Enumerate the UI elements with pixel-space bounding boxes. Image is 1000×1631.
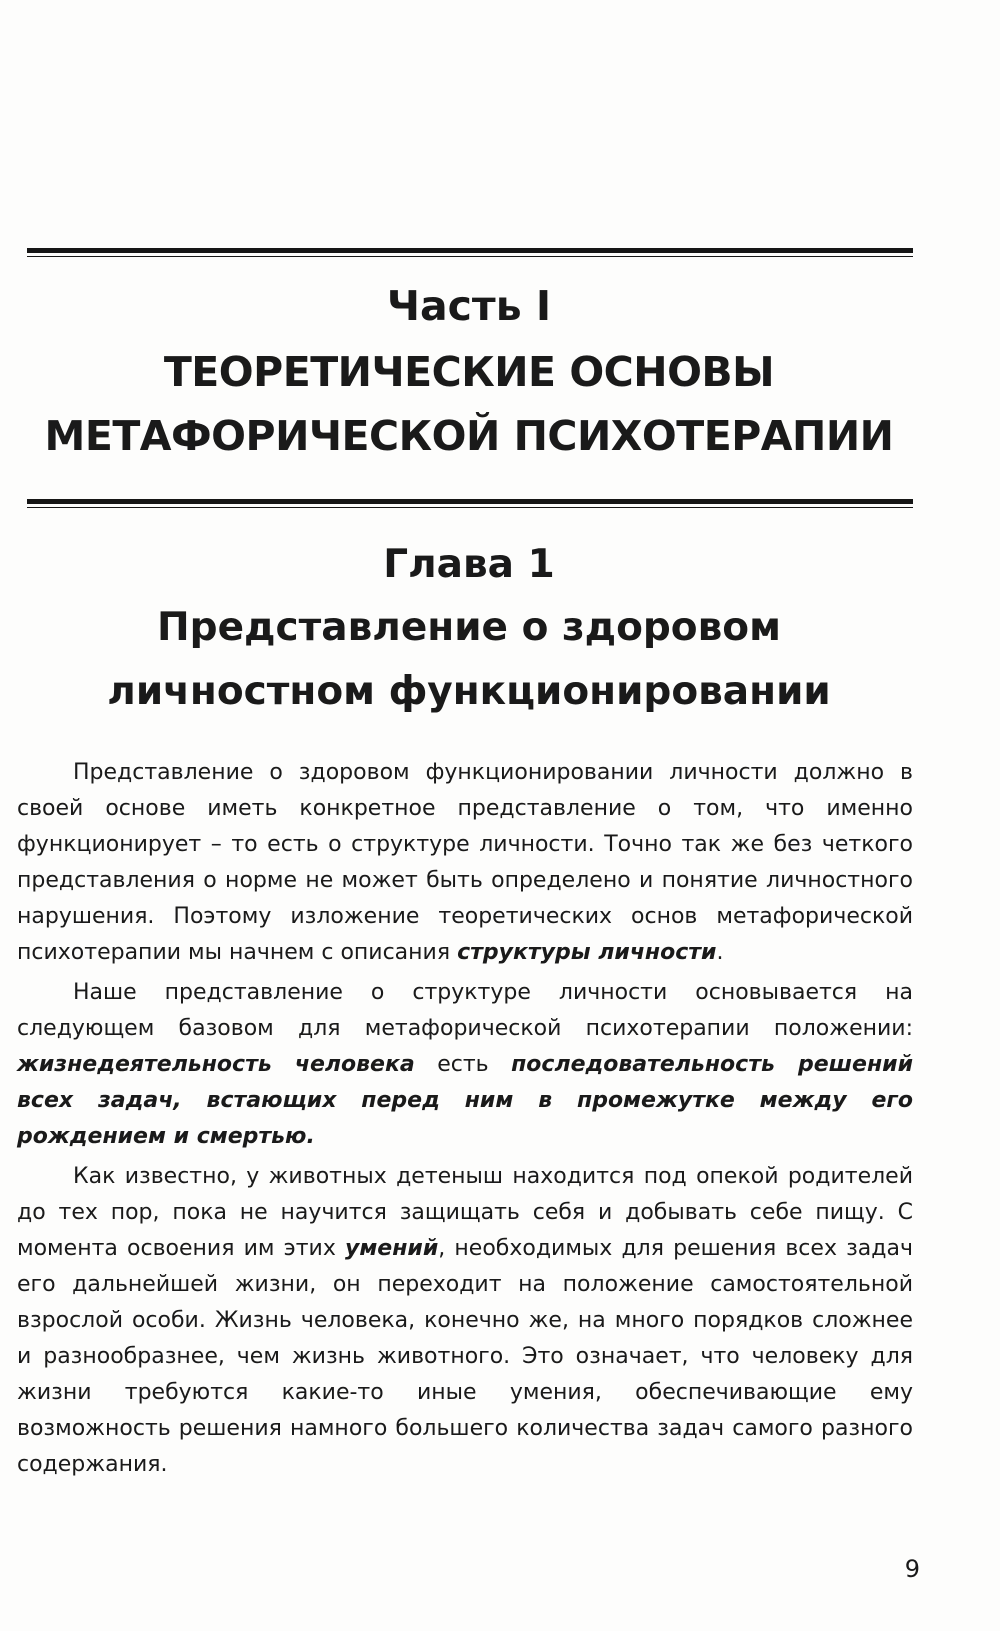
chapter-title-line: личностном функционировании xyxy=(107,669,831,714)
chapter-title xyxy=(0,596,938,724)
body-text xyxy=(17,755,913,1487)
chapter-label: Глава 1 xyxy=(383,542,555,587)
part-heading xyxy=(0,284,938,468)
emphasis-text: структуры личности xyxy=(457,940,717,965)
emphasis-text: жизнедеятельность человека xyxy=(17,1052,415,1077)
part-title-line: МЕТАФОРИЧЕСКОЙ ПСИХОТЕРАПИИ xyxy=(44,412,894,460)
chapter-title-line: Представление о здоровом xyxy=(157,605,781,650)
paragraph-text: есть xyxy=(414,1052,512,1077)
paragraph-text: . xyxy=(716,940,724,965)
paragraph-text: , необходимых для решения всех задач его дальнейшей жизни, он переходит на положение самостоятельной взрослой особи. Жизнь человека, конечно же, на много порядков сложнее и разнообразнее, чем жизнь животного. Это означает, что человеку для жизни требуются какие-то иные умения, обеспечивающие ему возможность решения намного большего количества задач самого разного содержания. xyxy=(17,1236,913,1477)
paragraph-text: Как известно, у животных детеныш находится под опекой родителей до тех пор, пока не научится защищать себя и добывать себе пищу. С момента освоения им этих xyxy=(17,1164,913,1261)
part-title-line: ТЕОРЕТИЧЕСКИЕ ОСНОВЫ xyxy=(163,348,775,396)
emphasis-text: последовательность решений всех задач, встающих перед ним в промежутке между его рождением и смертью. xyxy=(17,1052,913,1149)
bottom-double-rule xyxy=(27,499,913,508)
paragraph-text: Представление о здоровом функционировании личности должно в своей основе иметь конкретное представление о том, что именно функционирует – то есть о структуре личности. Точно так же без четкого представления о норме не может быть определено и понятие личностного нарушения. Поэтому изложение теоретических основ метафорической психотерапии мы начнем с описания xyxy=(17,760,913,965)
page-number: 9 xyxy=(904,1555,920,1583)
paragraph-text: Наше представление о структуре личности основывается на следующем базовом для метафорической психотерапии положении: xyxy=(17,980,913,1041)
paragraph xyxy=(17,755,913,971)
top-double-rule xyxy=(27,248,913,257)
chapter-heading xyxy=(0,537,938,724)
paragraph xyxy=(17,1159,913,1483)
emphasis-text: умений xyxy=(344,1236,439,1261)
part-label: Часть I xyxy=(386,282,552,330)
paragraph xyxy=(17,975,913,1155)
part-title xyxy=(0,340,938,468)
